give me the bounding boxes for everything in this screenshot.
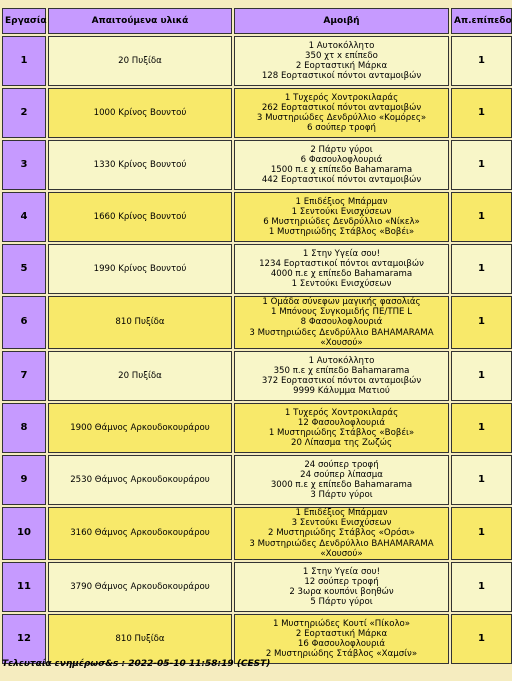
required-materials: 2530 Θάμνος Αρκουδοκουράρου [48,455,232,505]
required-level: 1 [451,562,512,612]
task-number: 2 [2,88,46,138]
reward-cell [234,351,449,401]
required-level: 1 [451,351,512,401]
reward-cell [234,192,449,242]
task-number: 8 [2,403,46,453]
reward-item: 16 Φασουλοφλουριά [297,639,386,650]
reward-item: 350 π.ε χ επίπεδο Bahamarama [273,365,410,376]
reward-item: 1 Σεντούκι Ενισχύσεων [291,279,392,290]
reward-cell [234,455,449,505]
reward-cell [234,244,449,294]
reward-item: 262 Εορταστικοί πόντοι ανταμοιβών [261,102,422,113]
task-number: 6 [2,296,46,349]
required-level: 1 [451,244,512,294]
reward-item: 3 Μυστηριώδες Δενδρύλλιο BAHAMARAMA [249,327,434,338]
reward-cell [234,562,449,612]
reward-item: 1500 π.ε χ επίπεδο Bahamarama [270,165,413,175]
reward-cell [234,140,449,190]
reward-item: 1 Ομάδα σύνεφων μαγικής φασολιάς [262,297,421,307]
required-materials: 3790 Θάμνος Αρκουδοκουράρου [48,562,232,612]
reward-item: 3 Πάρτυ γύροι [310,490,373,501]
reward-item: 1234 Εορταστικοί πόντοι ανταμοιβών [259,258,424,269]
task-number: 11 [2,562,46,612]
table-row [2,244,512,294]
task-number: 7 [2,351,46,401]
reward-item: «Χουσού» [320,548,363,559]
reward-item: 1 Τυχερός Χοντροκιλαράς [284,92,399,103]
required-level: 1 [451,296,512,349]
required-level: 1 [451,88,512,138]
reward-item: 128 Εορταστικοί πόντοι ανταμοιβών [261,71,422,82]
reward-item: 12 Φασουλοφλουριά [297,417,386,428]
required-materials: 1660 Κρίνος Βουντού [48,192,232,242]
reward-cell [234,296,449,349]
reward-item: 20 Λίπασμα της Ζωζώς [291,438,392,449]
reward-item: 3 Μυστηριώδες Δενδρύλλιο «Κομόρες» [256,113,427,123]
reward-item: 8 Φασουλοφλουριά [300,317,383,328]
reward-item: 1 Μπόνους Συγκομιδής ΠΕ/ΤΠΕ L [271,307,412,318]
task-number: 4 [2,192,46,242]
required-materials: 810 Πυξίδα [48,296,232,349]
required-level: 1 [451,455,512,505]
required-materials: 1900 Θάμνος Αρκουδοκουράρου [48,403,232,453]
task-number: 3 [2,140,46,190]
reward-cell [234,88,449,138]
table-row [2,614,512,664]
reward-item: 1 Μυστηριώδης Στάβλος «Βοβέι» [268,227,415,238]
required-materials: 3160 Θάμνος Αρκουδοκουράρου [48,507,232,560]
table-row [2,507,512,560]
table-row [2,562,512,612]
reward-item: 24 σούπερ λίπασμα [300,469,383,480]
reward-item: 6 Μυστηριώδες Δενδρύλλιο «Νίκελ» [263,217,420,227]
required-materials: 1990 Κρίνος Βουντού [48,244,232,294]
reward-item: 6 σούπερ τροφή [307,123,376,134]
reward-item: 3 Σεντούκι Ενισχύσεων [291,518,392,529]
table-row [2,88,512,138]
reward-item: 2 Μυστηριώδης Στάβλος «Χαμσίν» [265,649,418,660]
task-number: 10 [2,507,46,560]
reward-item: 12 σούπερ τροφή [304,576,379,587]
reward-item: 2 Εορταστική Μάρκα [295,61,388,71]
table-row [2,455,512,505]
reward-item: 9999 Κάλυμμα Ματιού [293,386,390,397]
reward-item: 1 Σεντούκι Ενισχύσεων [291,206,392,217]
required-level: 1 [451,192,512,242]
required-level: 1 [451,507,512,560]
reward-item: 372 Εορταστικοί πόντοι ανταμοιβών [261,376,422,387]
required-level: 1 [451,36,512,86]
table-row [2,36,512,86]
reward-item: 2 3ωρα κουπόνι βοηθών [289,587,394,598]
required-materials: 1330 Κρίνος Βουντού [48,140,232,190]
task-number: 9 [2,455,46,505]
reward-item: 1 Επιδέξιος Μπάρμαν [295,508,388,519]
task-number: 12 [2,614,46,664]
reward-cell [234,36,449,86]
reward-item: 1 Αυτοκόλλητο [308,355,375,366]
table-row [2,140,512,190]
reward-item: 3000 π.ε χ επίπεδο Bahamarama [270,480,413,491]
table-row [2,296,512,349]
task-number: 5 [2,244,46,294]
reward-item: 442 Εορταστικοί πόντοι ανταμοιβών [261,175,422,186]
reward-item: 6 Φασουλοφλουριά [300,154,383,165]
reward-cell [234,507,449,560]
required-materials: 810 Πυξίδα [48,614,232,664]
reward-item: 2 Μυστηριώδης Στάβλος «Ορόσι» [268,528,415,539]
reward-cell [234,614,449,664]
reward-cell [234,403,449,453]
reward-item: 4000 π.ε χ επίπεδο Bahamarama [270,269,413,279]
reward-item: 1 Τυχερός Χοντροκιλαράς [284,407,399,418]
required-level: 1 [451,140,512,190]
reward-item: 1 Μυστηριώδης Στάβλος «Βοβέι» [268,428,415,439]
required-level: 1 [451,403,512,453]
table-row [2,192,512,242]
table-body [2,36,512,664]
header-materials: Απαιτούμενα υλικά [48,8,232,34]
table-row [2,351,512,401]
reward-item: 5 Πάρτυ γύροι [310,597,373,608]
header-level: Απ.επίπεδο [451,8,512,34]
required-level: 1 [451,614,512,664]
reward-item: 1 Στην Υγεία σου! [302,566,381,577]
reward-item: 1 Στην Υγεία σου! [302,248,381,259]
task-number: 1 [2,36,46,86]
required-materials: 20 Πυξίδα [48,351,232,401]
header-task: Εργασία [2,8,46,34]
last-updated: Τελευταία ενημέρωσ&s : 2022-05-10 11:58:19 (CEST) [2,659,271,669]
reward-item: 1 Μυστηριώδες Κουτί «Πίκολο» [272,618,411,629]
required-materials: 20 Πυξίδα [48,36,232,86]
reward-item: 2 Εορταστική Μάρκα [295,628,388,639]
tasks-table [0,6,512,666]
reward-item: 1 Αυτοκόλλητο [308,40,375,51]
reward-item: 1 Επιδέξιος Μπάρμαν [295,196,388,207]
reward-item: 24 σούπερ τροφή [304,459,379,470]
reward-item: 350 χτ x επίπεδο [305,50,378,61]
reward-item: 3 Μυστηριώδες Δενδρύλλιο BAHAMARAMA [249,538,434,549]
header-row [2,8,512,34]
table-row [2,403,512,453]
header-reward: Αμοιβή [234,8,449,34]
reward-item: 2 Πάρτυ γύροι [310,144,373,155]
required-materials: 1000 Κρίνος Βουντού [48,88,232,138]
reward-item: «Χουσού» [320,337,363,348]
